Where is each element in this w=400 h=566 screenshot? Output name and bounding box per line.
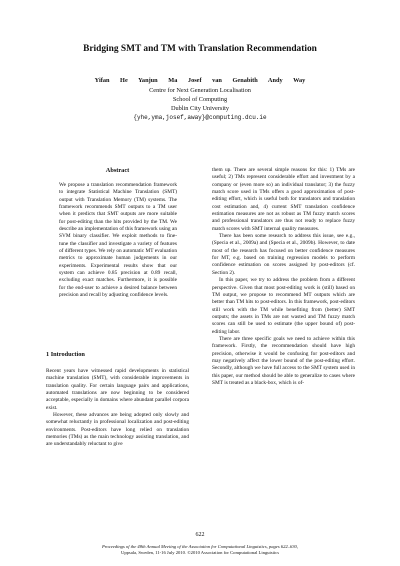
body-paragraph: them up. There are several simple reasons for this: 1) TMs are useful; 2) TMs represent considerable effort and investment by a company or (even more so) an individual translator; 3) the fuzzy match score used in TMs offers a good approximation of post-editing effort, which is useful both for translators and translation cost estimation and, 4) current SMT translation confidence estimation measures are not as robust as TM fuzzy match scores and professional translators are thus not ready to replace fuzzy match scores with SMT internal quality measures. — [212, 167, 355, 232]
affiliation-line: Centre for Next Generation Localisation — [149, 87, 251, 94]
affiliation-line: School of Computing — [172, 96, 228, 103]
body-paragraph: There has been some research to address this issue, see e.g., (Specia et al., 2009a) and (Specia et al., 2009b). However, to date most of the research has focused on better confidence measures for MT, e.g. based on training regression models to perform confidence estimation on scores assigned by post-editors (cf. Section 2). — [212, 233, 355, 276]
proceedings-footer — [0, 544, 400, 556]
page-number: 622 — [195, 532, 205, 538]
abstract-heading: Abstract — [105, 167, 130, 174]
body-paragraph: However, these advances are being adopted only slowly and somewhat reluctantly in professional localization and post-editing environments. Post-editors have long relied on translation memories (TMs) as the main technology assisting translation, and are understandably reluctant to give — [46, 412, 189, 448]
body-paragraph: There are three specific goals we need to achieve within this framework. Firstly, the recommendation should have high precision, otherwise it would be confusing for post-editors and may negatively affect the lower bound of the post-editing effort. Secondly, although we have full access to the SMT system used in this paper, our method should be able to generalize to cases where SMT is treated as a black-box, which is of- — [212, 335, 355, 386]
section-heading: 1 Introduction — [46, 351, 85, 358]
body-paragraph: In this paper, we try to address the problem from a different perspective. Given that most post-editing work is (still) based on TM output, we propose to recommend MT outputs which are better than TM hits to post-editors. In this framework, post-editors still work with the TM while benefiting from (better) SMT outputs; the assets in TMs are not wasted and TM fuzzy match scores can still be used to estimate (the upper bound of) post-editing labor. — [212, 277, 355, 335]
footer-line: Proceedings of the 48th Annual Meeting of the Association for Computational Linguistics, pages 622–630, — [101, 544, 299, 549]
author-email: {yhe,yma,josef,away}@computing.dcu.ie — [133, 114, 267, 121]
abstract-text — [59, 182, 177, 300]
author-list: Yifan He Yanjun Ma Josef van Genabith Andy Way — [94, 77, 306, 84]
footer-line: Uppsala, Sweden, 11-16 July 2010. ©2010 Association for Computational Linguistics — [121, 550, 279, 556]
abstract-paragraph: We propose a translation recommendation framework to integrate Statistical Machine Translation (SMT) output with Translation Memory (TM) systems. The framework recommends SMT outputs to a TM user when it predicts that SMT outputs are more suitable for post-editing than the hits provided by the TM. We describe an implementation of this framework using an SVM binary classifier. We exploit methods to fine-tune the classifier and investigate a variety of features of different types. We rely on automatic MT evaluation metrics to approximate human judgements in our experiments. Experimental results show that our system can achieve 0.85 precision at 0.89 recall, excluding exact matches. Furthermore, it is possible for the end-user to achieve a desired balance between precision and recall by adjusting confidence levels. — [59, 182, 177, 299]
paper-title: Bridging SMT and TM with Translation Recommendation — [83, 44, 317, 54]
introduction-text — [46, 368, 189, 449]
body-paragraph: Recent years have witnessed rapid developments in statistical machine translation (SMT), with considerable improvements in translation quality. For certain language pairs and applications, automated translations are now beginning to be considered acceptable, especially in domains where abundant parallel corpora exist. — [46, 368, 189, 411]
affiliation-line: Dublin City University — [170, 105, 230, 112]
right-column-text — [212, 167, 355, 387]
